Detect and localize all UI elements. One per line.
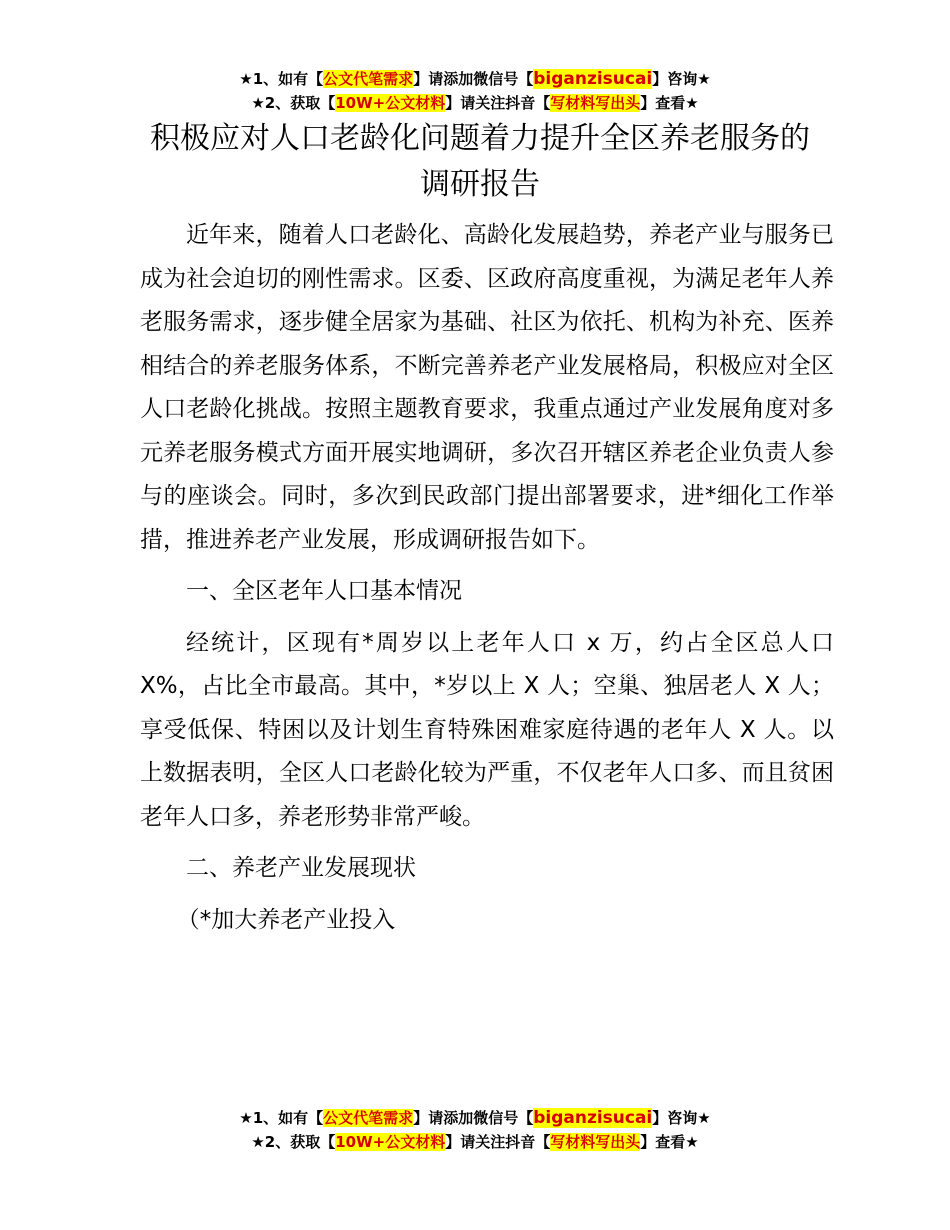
promo-line-2-highlight-1: 10W+公文材料	[335, 1133, 446, 1151]
promo-line-2-suffix: 】查看★	[640, 1133, 699, 1151]
promo-line-2	[0, 91, 950, 115]
promo-wechat-id: biganzisucai	[533, 1108, 653, 1128]
promo-line-2-highlight-1: 10W+公文材料	[335, 94, 446, 112]
promo-line-1-suffix: 】咨询★	[652, 70, 711, 88]
section-heading-1: 一、全区老年人口基本情况	[186, 578, 462, 604]
intro-paragraph: 近年来，随着人口老龄化、高龄化发展趋势，养老产业与服务已成为社会迫切的刚性需求。区委、区政府高度重视，为满足老年人养老服务需求，逐步健全居家为基础、社区为依托、机构为补充、医养相结合的养老服务体系，不断完善养老产业发展格局，积极应对全区人口老龄化挑战。按照主题教育要求，我重点通过产业发展角度对多元养老服务模式方面开展实地调研，多次召开辖区养老企业负责人参与的座谈会。同时，多次到民政部门提出部署要求，进*细化工作举措，推进养老产业发展，形成调研报告如下。	[140, 222, 834, 553]
promo-line-2-suffix: 】查看★	[640, 94, 699, 112]
promo-line-1	[0, 1106, 950, 1130]
bottom-promo-banner	[0, 1106, 950, 1154]
promo-douyin-id: 写材料写出头	[550, 94, 641, 112]
promo-line-2-prefix: ★2、获取【	[251, 94, 336, 112]
promo-line-1-highlight-1: 公文代笔需求	[323, 70, 414, 88]
promo-douyin-id: 写材料写出头	[550, 1133, 641, 1151]
promo-wechat-id: biganzisucai	[533, 69, 653, 89]
top-promo-banner	[0, 67, 950, 115]
section-heading-2: 二、养老产业发展现状	[186, 855, 416, 881]
promo-line-2-middle: 】请关注抖音【	[445, 1133, 551, 1151]
promo-line-1-middle: 】请添加微信号【	[413, 1109, 534, 1127]
subsection-heading: （*加大养老产业投入	[176, 906, 396, 933]
promo-line-1-middle: 】请添加微信号【	[413, 70, 534, 88]
promo-line-1-suffix: 】咨询★	[652, 1109, 711, 1127]
promo-line-2-middle: 】请关注抖音【	[445, 94, 551, 112]
promo-line-1-prefix: ★1、如有【	[239, 70, 324, 88]
statistics-paragraph: 经统计，区现有*周岁以上老年人口 x 万，约占全区总人口 X%，占比全市最高。其中，*岁以上 X 人；空巢、独居老人 X 人；享受低保、特困以及计划生育特殊困难家庭待遇的老年人 X 人。以上数据表明，全区人口老龄化较为严重，不仅老年人口多、而且贫困老年人口多，养老形势非常严峻。	[140, 629, 834, 830]
document-body	[140, 214, 834, 942]
promo-line-1-prefix: ★1、如有【	[239, 1109, 324, 1127]
promo-line-1-highlight-1: 公文代笔需求	[323, 1109, 414, 1127]
promo-line-2	[0, 1130, 950, 1154]
promo-line-1	[0, 67, 950, 91]
document-title: 积极应对人口老龄化问题着力提升全区养老服务的调研报告	[150, 121, 810, 202]
promo-line-2-prefix: ★2、获取【	[251, 1133, 336, 1151]
